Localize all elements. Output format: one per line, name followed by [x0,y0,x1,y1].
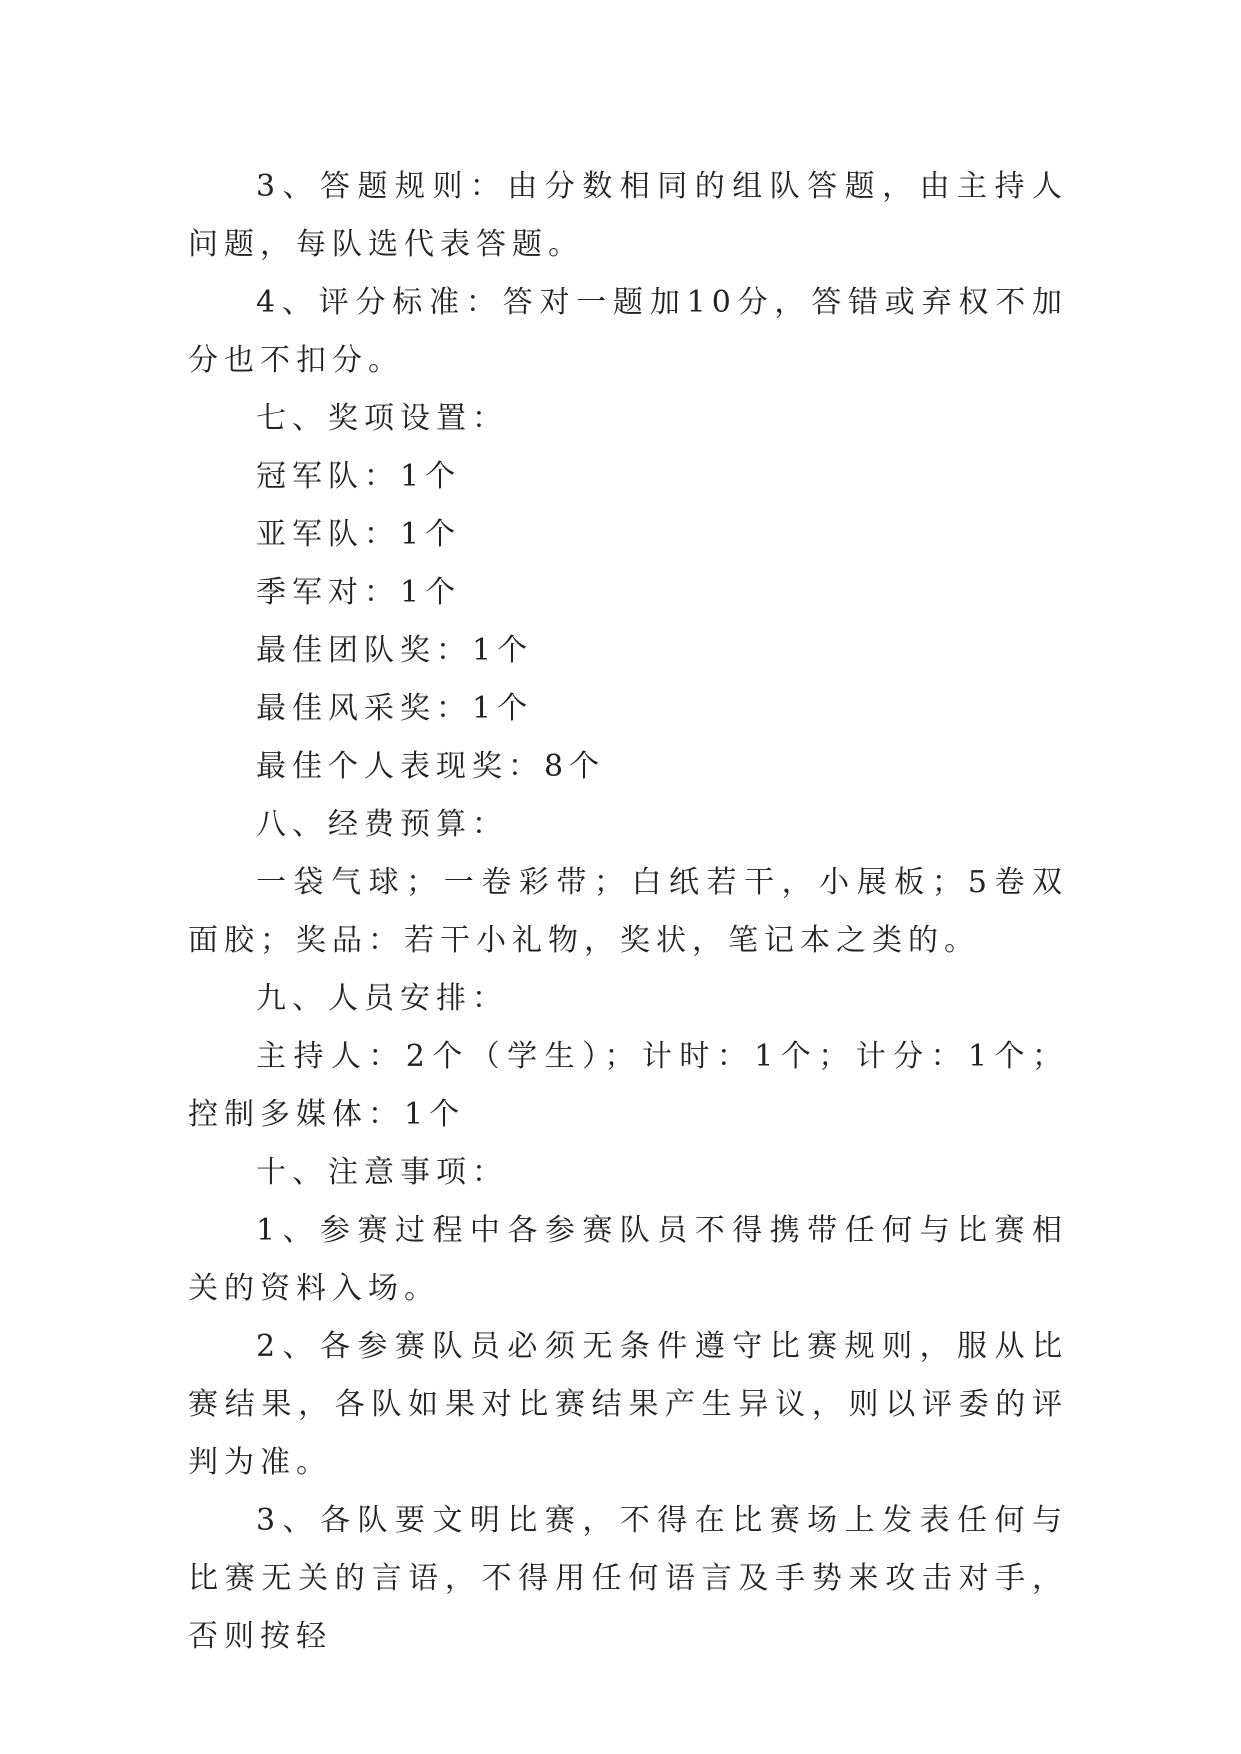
award-best-style: 最佳风采奖：1个 [256,691,534,726]
award-best-individual: 最佳个人表现奖：8个 [256,749,606,784]
paragraph-answer-rules: 3、答题规则：由分数相同的组队答题，由主持人问题，每队选代表答题。 [188,169,1068,262]
heading-notes: 十、注意事项： [256,1155,508,1190]
note-item-3: 3、各队要文明比赛，不得在比赛场上发表任何与比赛无关的言语，不得用任何语言及手势来攻击对手，否则按轻 [188,1503,1068,1654]
paragraph-budget-items: 一袋气球；一卷彩带；白纸若干，小展板；5卷双面胶；奖品：若干小礼物，奖状，笔记本之类的。 [188,865,1068,958]
paragraph-staffing: 主持人：2个（学生）；计时：1个；计分：1个；控制多媒体：1个 [188,1039,1068,1132]
note-item-1: 1、参赛过程中各参赛队员不得携带任何与比赛相关的资料入场。 [188,1213,1068,1306]
award-champion: 冠军队：1个 [256,459,462,494]
paragraph-scoring-standard: 4、评分标准：答对一题加10分，答错或弃权不加分也不扣分。 [188,285,1068,378]
award-third-place: 季军对：1个 [256,575,462,610]
award-best-team: 最佳团队奖：1个 [256,633,534,668]
award-runner-up: 亚军队：1个 [256,517,462,552]
heading-staffing: 九、人员安排： [256,981,508,1016]
heading-awards: 七、奖项设置： [256,401,508,436]
heading-budget: 八、经费预算： [256,807,508,842]
document-body [188,158,1068,1666]
note-item-2: 2、各参赛队员必须无条件遵守比赛规则，服从比赛结果，各队如果对比赛结果产生异议，则以评委的评判为准。 [188,1329,1068,1480]
